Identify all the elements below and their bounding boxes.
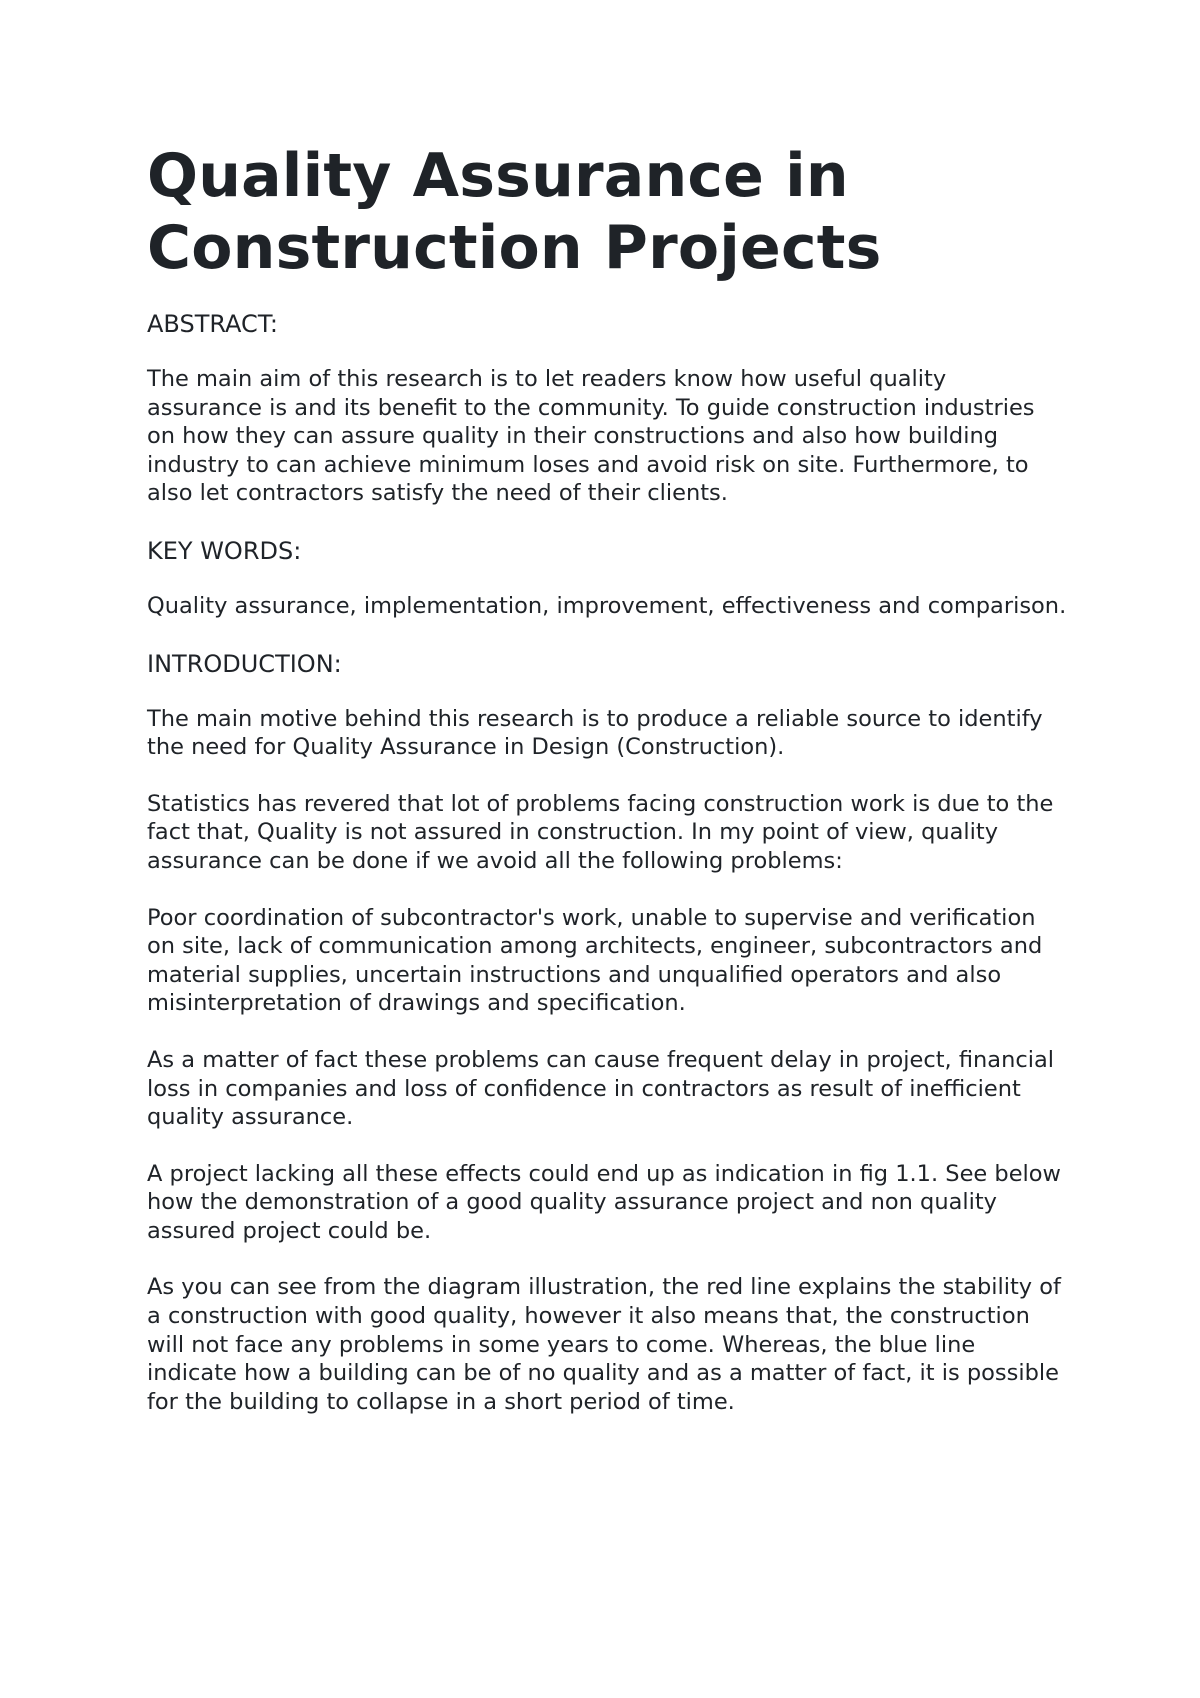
abstract-heading: ABSTRACT: — [147, 310, 278, 338]
document-title — [147, 140, 1067, 284]
keywords-heading: KEY WORDS: — [147, 536, 302, 565]
intro-paragraph-1: The main motive behind this research is to produce a reliable source to identify the need for Quality Assurance in Design (Construction). — [147, 705, 1043, 761]
intro-paragraph-2: Statistics has revered that lot of problems facing construction work is due to the fact that, Quality is not assured in construction. In my point of view, quality assurance can be done if we avoid all the following problems: — [147, 790, 1054, 874]
intro-paragraph-4: As a matter of fact these problems can cause frequent delay in project, financial loss in companies and loss of confidence in contractors as result of inefficient quality assurance. — [147, 1046, 1054, 1131]
introduction-heading: INTRODUCTION: — [147, 649, 342, 678]
intro-paragraph-5: A project lacking all these effects could end up as indication in fig 1.1. See below how the demonstration of a good quality assurance project and non quality assured project could be. — [147, 1160, 1061, 1244]
intro-paragraph-6: As you can see from the diagram illustration, the red line explains the stability of a construction with good quality, however it also means that, the construction will not face any problems in some years to come. Whereas, the blue line indicate how a building can be of no quality and as a matter of fact, it is possible for the building to collapse in a short period of time. — [147, 1274, 1061, 1415]
title-line-2: Construction Projects — [147, 213, 882, 283]
document-content — [147, 140, 1067, 1416]
keywords-paragraph: Quality assurance, implementation, improvement, effectiveness and comparison. — [147, 592, 1067, 619]
title-line-1: Quality Assurance in — [147, 141, 849, 211]
intro-paragraph-3: Poor coordination of subcontractor's work, unable to supervise and verification on site, lack of communication among architects, engineer, subcontractors and material supplies, uncertain instructions and unqualified operators and also misinterpretation of drawings and specification. — [147, 904, 1043, 1017]
abstract-paragraph: The main aim of this research is to let readers know how useful quality assurance is and its benefit to the community. To guide construction industries on how they can assure quality in their constructions and also how building industry to can achieve minimum loses and avoid risk on site. Furthermore, to also let contractors satisfy the need of their clients. — [147, 366, 1035, 507]
